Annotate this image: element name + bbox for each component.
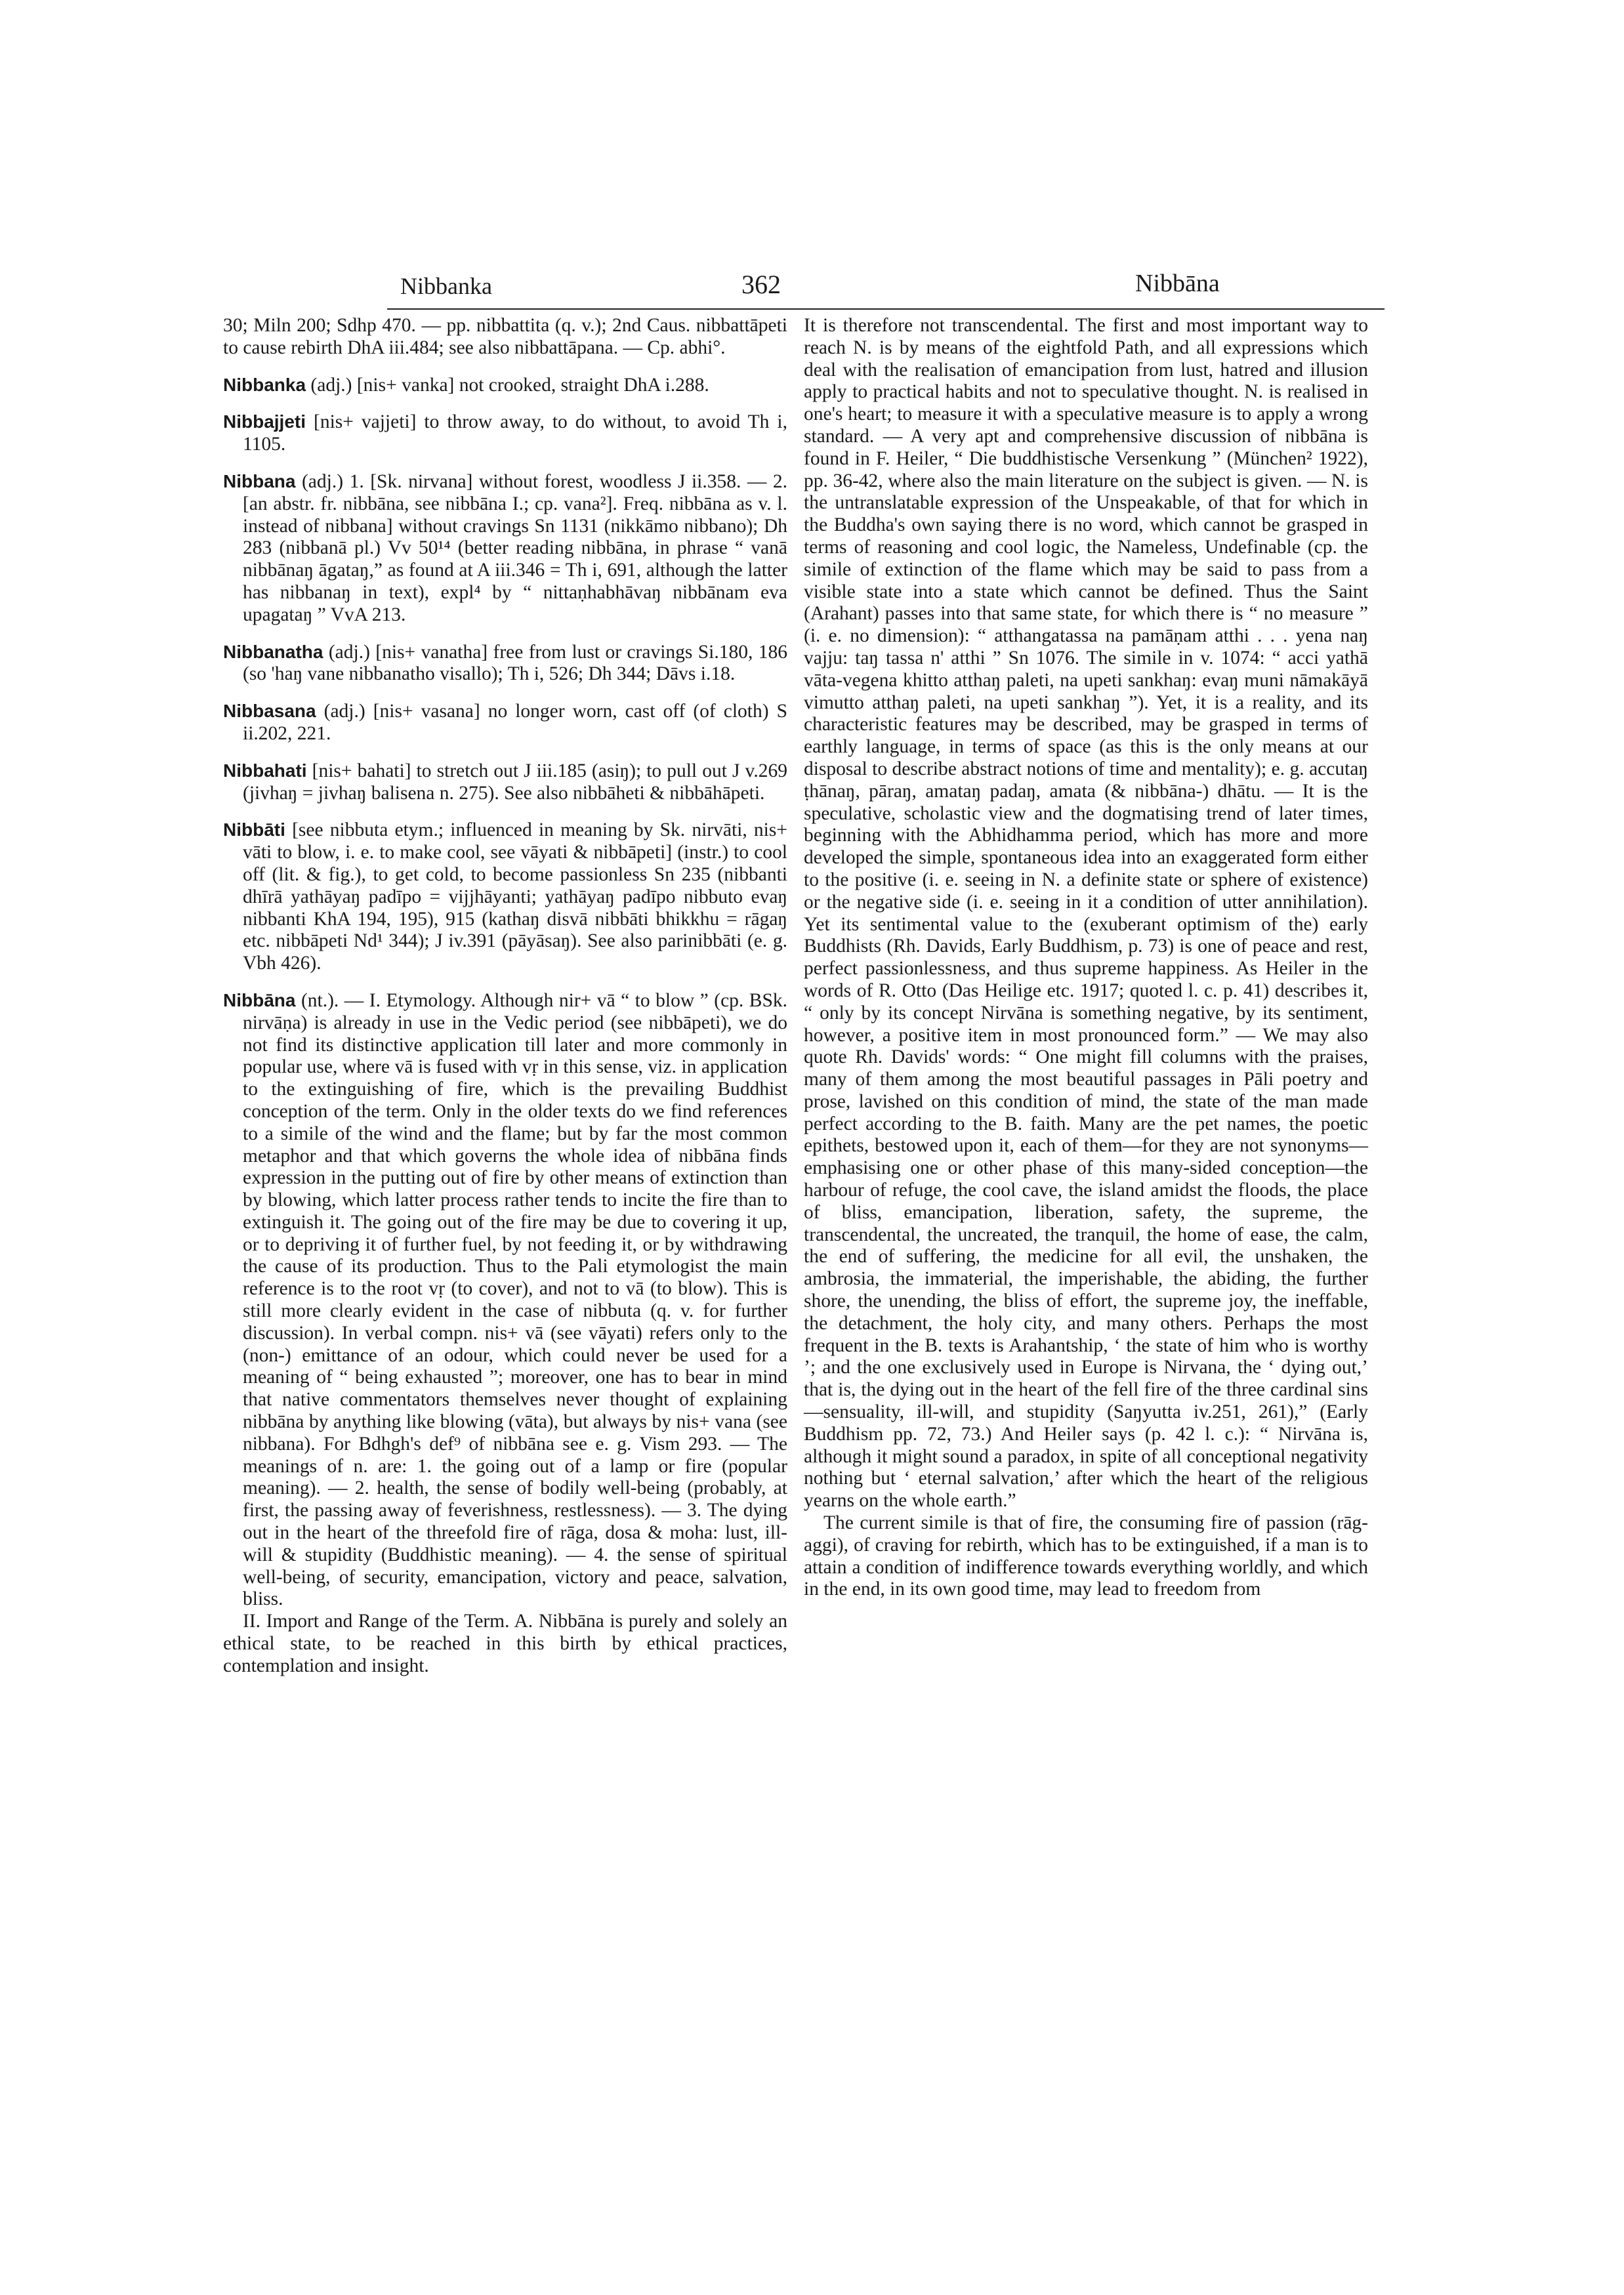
entry-nibbahati	[223, 760, 787, 805]
entry-body: (adj.) [nis+ vanatha] free from lust or cravings Si.180, 186 (so 'haŋ vane nibbanatho visallo); Th i, 526; Dh 344; Dāvs i.18.	[243, 641, 787, 685]
entry-body: (adj.) [nis+ vasana] no longer worn, cast off (of cloth) S ii.202, 221.	[243, 701, 787, 744]
right-column	[804, 315, 1368, 1615]
entry-body: (adj.) 1. [Sk. nirvana] without forest, woodless J ii.358. — 2. [an abstr. fr. nibbāna, see nibbāna I.; cp. vana²]. Freq. nibbāna as v. l. instead of nibbana] without cravings Sn 1131 (nikkāmo nibbano); Dh 283 (nibbanā pl.) Vv 50¹⁴ (better reading nibbāna, in phrase “ vanā nibbānaŋ āgataŋ,” as found at A iii.346 = Th i, 691, although the latter has nibbanaŋ in text), expl⁴ by “ nittaṇhabhāvaŋ nibbānam eva upagataŋ ” VvA 213.	[243, 470, 787, 625]
continuation-text: 30; Miln 200; Sdhp 470. — pp. nibbattita (q. v.); 2nd Caus. nibbattāpeti to cause rebirth DhA iii.484; see also nibbattāpana. — Cp. abhi°.	[223, 315, 787, 358]
header-right-guideword: Nibbāna	[1135, 270, 1220, 297]
right-paragraph-1: It is therefore not transcendental. The first and most important way to reach N. is by means of the eightfold Path, and all expressions which deal with the realisation of emancipation from lust, hatred and illusion apply to practical habits and not to speculative thought. N. is realised in one's heart; to measure it with a speculative measure is to apply a wrong standard. — A very apt and comprehensive discussion of nibbāna is found in F. Heiler, “ Die buddhistische Versenkung ” (München² 1922), pp. 36-42, where also the main literature on the subject is given. — N. is the untranslatable expression of the Unspeakable, of that for which in the Buddha's own saying there is no word, which cannot be grasped in terms of reasoning and cool logic, the Nameless, Undefinable (cp. the simile of extinction of the flame which may be said to pass from a visible state into a state which cannot be defined. Thus the Saint (Arahant) passes into that same state, for which there is “ no measure ” (i. e. no dimension): “ atthangatassa na pamāṇam atthi . . . yena naŋ vajju: taŋ tassa n' atthi ” Sn 1076. The simile in v. 1074: “ acci yathā vāta-vegena khitto atthaŋ paleti, na upeti sankhaŋ: evaŋ muni nāmakāyā vimutto atthaŋ paleti, na upeti sankhaŋ ”). Yet, it is a reality, and its characteristic features may be described, may be grasped in terms of earthly language, in terms of space (as this is the only means at our disposal to describe abstract notions of time and mentality); e. g. accutaŋ ṭhānaŋ, pāraŋ, amataŋ padaŋ, amata (& nibbāna-) dhātu. — It is the speculative, scholastic view and the dogmatising trend of later times, beginning with the Abhidhamma period, which has more and more developed the simple, spontaneous idea into an exaggerated form either to the positive (i. e. seeing in N. a definite state or sphere of existence) or the negative side (i. e. seeing in it a condition of utter annihilation). Yet its sentimental value to the (exuberant optimism of the) early Buddhists (Rh. Davids, Early Buddhism, p. 73) is one of peace and rest, perfect passionlessness, and thus supreme happiness. As Heiler in the words of R. Otto (Das Heilige etc. 1917; quoted l. c. p. 41) describes it, “ only by its concept Nirvāna is something negative, by its sentiment, however, a positive item in most pronounced form.” — We may also quote Rh. Davids' words: “ One might fill columns with the praises, many of them among the most beautiful passages in Pāli poetry and prose, lavished on this condition of mind, the state of the man made perfect according to the B. faith. Many are the pet names, the poetic epithets, bestowed upon it, each of them—for they are not synonyms—emphasising one or other phase of this many-sided conception—the harbour of refuge, the cool cave, the island amidst the floods, the place of bliss, emancipation, liberation, safety, the supreme, the transcendental, the uncreated, the tranquil, the home of ease, the calm, the end of suffering, the medicine for all evil, the unshaken, the ambrosia, the immaterial, the imperishable, the abiding, the further shore, the unending, the bliss of effort, the supreme joy, the ineffable, the detachment, the holy city, and many others. Perhaps the most frequent in the B. texts is Arahantship, ‘ the state of him who is worthy ’; and the one exclusively used in Europe is Nirvana, the ‘ dying out,’ that is, the dying out in the heart of the fell fire of the three cardinal sins—sensuality, ill-will, and stupidity (Saŋyutta iv.251, 261),” (Early Buddhism pp. 72, 73.) And Heiler says (p. 42 l. c.): “ Nirvāna is, although it might sound a paradox, in spite of all conceptional negativity nothing but ‘ eternal salvation,’ after which the heart of the religious yearns on the whole earth.”	[804, 315, 1368, 1512]
page-number: 362	[741, 270, 781, 299]
header-left-guideword: Nibbanka	[400, 273, 492, 299]
entry-nibbasana	[223, 700, 787, 745]
headword: Nibbana	[223, 470, 296, 491]
entry-nibbaana	[223, 989, 787, 1611]
entry-nibbati	[223, 819, 787, 975]
entry-body: (nt.). — I. Etymology. Although nir+ vā “ to blow ” (cp. BSk. nirvāṇa) is already in use in the Vedic period (see nibbāpeti), we do not find its distinctive application till later and more commonly in popular use, where vā is fused with vṛ in this sense, viz. in application to the extinguishing of fire, which is the prevailing Buddhist conception of the term. Only in the older texts do we find references to a simile of the wind and the flame; but by far the most common metaphor and that which governs the whole idea of nibbāna finds expression in the putting out of fire by other means of extinction than by blowing, which latter process rather tends to incite the fire than to extinguish it. The going out of the fire may be due to covering it up, or to depriving it of further fuel, by not feeding it, or by withdrawing the cause of its production. Thus to the Pali etymologist the main reference is to the root vṛ (to cover), and not to vā (to blow). This is still more clearly evident in the case of nibbuta (q. v. for further discussion). In verbal compn. nis+ vā (see vāyati) refers only to the (non-) emittance of an odour, which could never be used for a meaning of “ being exhausted ”; moreover, one has to bear in mind that native commentators themselves never thought of explaining nibbāna by anything like blowing (vāta), but always by nis+ vana (see nibbana). For Bdhgh's def⁹ of nibbāna see e. g. Vism 293. — The meanings of n. are: 1. the going out of a lamp or fire (popular meaning). — 2. health, the sense of bodily well-being (probably, at first, the passing away of feverishness, restlessness). — 3. The dying out in the heart of the threefold fire of rāga, dosa & moha: lust, ill-will & stupidity (Buddhistic meaning). — 4. the sense of spiritual well-being, of security, emancipation, victory and peace, salvation, bliss.	[243, 989, 787, 1610]
headword: Nibbanatha	[223, 641, 323, 662]
entry-body: [nis+ vajjeti] to throw away, to do without, to avoid Th i, 1105.	[243, 411, 787, 455]
headword: Nibbasana	[223, 701, 316, 722]
entry-body: [see nibbuta etym.; influenced in meaning by Sk. nirvāti, nis+ vāti to blow, i. e. to make cool, see vāyati & nibbāpeti] (instr.) to cool off (lit. & fig.), to get cold, to become passionless Sn 235 (nibbanti dhīrā yathāyaŋ padīpo = vijjhāyanti; yathāyaŋ padīpo nibbuto evaŋ nibbanti KhA 194, 195), 915 (kathaŋ disvā nibbāti bhikkhu = rāgaŋ etc. nibbāpeti Nd¹ 344); J iv.391 (pāyāsaŋ). See also parinibbāti (e. g. Vbh 426).	[243, 819, 787, 974]
entry-nibbajjeti	[223, 411, 787, 456]
entry-nibbana	[223, 470, 787, 627]
section-two-text: II. Import and Range of the Term. A. Nibbāna is purely and solely an ethical state, to be reached in this birth by ethical practices, contemplation and insight.	[223, 1611, 787, 1676]
headword: Nibbāna	[223, 989, 296, 1010]
headword: Nibbāti	[223, 819, 285, 840]
entry-body: [nis+ bahati] to stretch out J iii.185 (asiŋ); to pull out J v.269 (jivhaŋ = jivhaŋ balisena n. 275). See also nibbāheti & nibbāhāpeti.	[243, 760, 787, 804]
right-paragraph-2: The current simile is that of fire, the consuming fire of passion (rāg-aggi), of craving for rebirth, which has to be extinguished, if a man is to attain a condition of indifference towards everything worldly, and which in the end, in its own good time, may lead to freedom from	[804, 1512, 1368, 1600]
headword: Nibbanka	[223, 374, 306, 395]
running-header	[387, 269, 1385, 310]
headword: Nibbajjeti	[223, 411, 306, 432]
entry-nibbanatha	[223, 641, 787, 686]
entry-nibbanka	[223, 374, 787, 397]
entry-body: (adj.) [nis+ vanka] not crooked, straight DhA i.288.	[306, 374, 709, 396]
headword: Nibbahati	[223, 760, 307, 781]
left-column	[223, 315, 787, 1692]
